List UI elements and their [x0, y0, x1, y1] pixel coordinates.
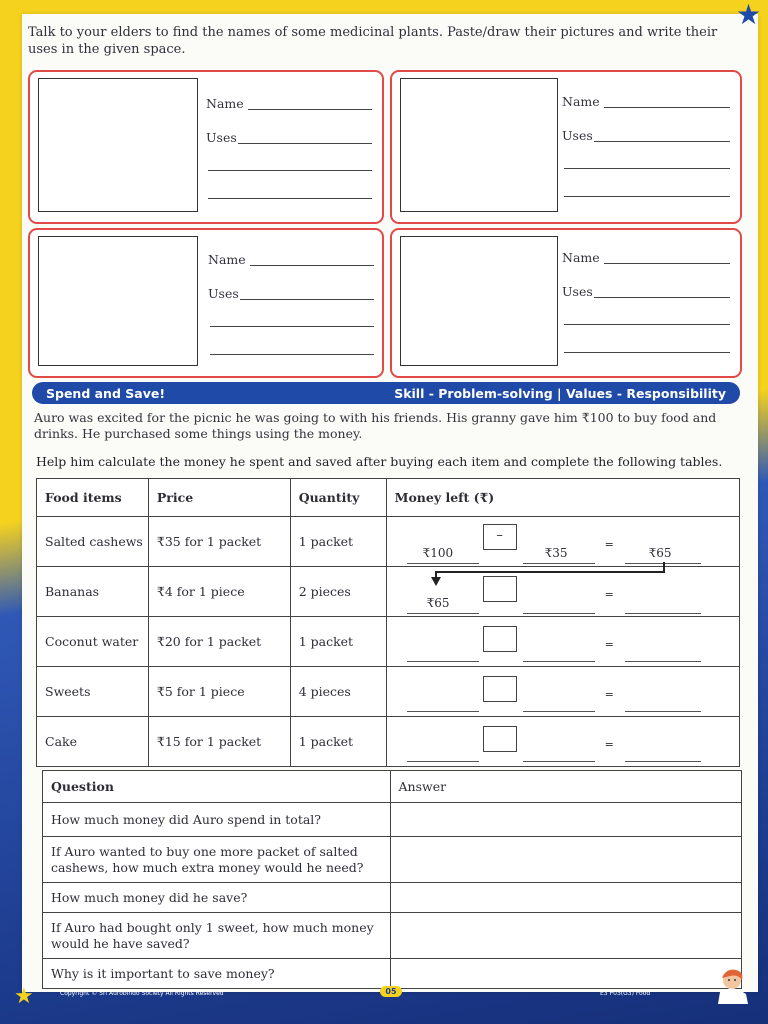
uses-label: Uses — [562, 128, 593, 143]
answer-line — [407, 613, 479, 614]
name-label: Name — [206, 96, 244, 111]
carry-arrow-icon — [435, 571, 665, 573]
plant-card-1 — [28, 70, 384, 224]
plant-card-2 — [390, 70, 742, 224]
arrow-down-icon — [431, 577, 441, 586]
answer-line[interactable] — [407, 661, 479, 662]
money-calc-cell — [386, 617, 739, 667]
spent-amount: ₹35 — [544, 545, 568, 560]
answer-line — [407, 563, 479, 564]
header-money-left: Money left (₹) — [386, 479, 739, 517]
intro-text: Talk to your elders to find the names of some medicinal plants. Paste/draw their pictures and write their uses in the given space. — [28, 25, 718, 57]
uses-line[interactable] — [210, 354, 374, 355]
section-banner — [32, 382, 740, 404]
uses-line[interactable] — [564, 168, 730, 169]
page-footer — [0, 978, 768, 1024]
food-item: Salted cashews — [37, 517, 149, 567]
plant-card-3 — [28, 228, 384, 378]
table-row — [37, 617, 740, 667]
food-table — [36, 478, 740, 767]
operator-box[interactable]: – — [483, 524, 517, 550]
name-label: Name — [562, 94, 600, 109]
money-calc-cell — [386, 667, 739, 717]
uses-line[interactable] — [238, 143, 372, 144]
answer-line[interactable] — [625, 661, 701, 662]
uses-line[interactable] — [564, 324, 730, 325]
food-price: ₹4 for 1 piece — [148, 567, 290, 617]
answer-cell[interactable] — [390, 883, 741, 913]
equals-sign: = — [604, 537, 614, 551]
food-qty: 4 pieces — [290, 667, 386, 717]
answer-line[interactable] — [523, 761, 595, 762]
uses-label: Uses — [208, 286, 239, 301]
header-answer: Answer — [390, 771, 741, 803]
food-item: Bananas — [37, 567, 149, 617]
answer-cell[interactable] — [390, 913, 741, 959]
money-calc-cell — [386, 567, 739, 617]
table-header-row — [37, 479, 740, 517]
equals-sign: = — [604, 637, 614, 651]
name-line[interactable] — [604, 263, 730, 264]
book-code: E3 P03(G3) Food — [600, 990, 651, 997]
answer-line[interactable] — [407, 761, 479, 762]
food-price: ₹5 for 1 piece — [148, 667, 290, 717]
equals-sign: = — [604, 737, 614, 751]
uses-label: Uses — [206, 130, 237, 145]
operator-box[interactable] — [483, 726, 517, 752]
plant-photo-box[interactable] — [38, 236, 198, 366]
page-number: 05 — [380, 986, 402, 997]
table-row — [37, 567, 740, 617]
star-decoration-icon: ★ — [736, 0, 762, 31]
question-table — [42, 770, 742, 989]
table-row — [43, 837, 742, 883]
instruction-text: Help him calculate the money he spent and saved after buying each item and complete the following tables. — [36, 454, 723, 469]
table-row — [37, 667, 740, 717]
plant-photo-box[interactable] — [400, 236, 558, 366]
uses-label: Uses — [562, 284, 593, 299]
copyright-text: Copyright © Sri Aurobindo Society All Rights Reserved — [60, 990, 224, 997]
question-text: If Auro had bought only 1 sweet, how much money would he have saved? — [43, 913, 391, 959]
result-amount: ₹65 — [648, 545, 672, 560]
table-row — [37, 717, 740, 767]
food-qty: 2 pieces — [290, 567, 386, 617]
uses-line[interactable] — [240, 299, 374, 300]
uses-line[interactable] — [208, 198, 372, 199]
table-row — [43, 883, 742, 913]
food-price: ₹15 for 1 packet — [148, 717, 290, 767]
question-text: Why is it important to save money? — [43, 959, 391, 989]
food-qty: 1 packet — [290, 517, 386, 567]
food-price: ₹20 for 1 packet — [148, 617, 290, 667]
worksheet-page — [22, 14, 758, 992]
answer-line[interactable] — [523, 711, 595, 712]
plant-photo-box[interactable] — [38, 78, 198, 212]
name-line[interactable] — [250, 265, 374, 266]
answer-line — [523, 563, 595, 564]
answer-cell[interactable] — [390, 837, 741, 883]
answer-line[interactable] — [625, 761, 701, 762]
equals-sign: = — [604, 587, 614, 601]
food-item: Cake — [37, 717, 149, 767]
star-decoration-icon: ★ — [14, 984, 34, 1009]
food-qty: 1 packet — [290, 617, 386, 667]
name-label: Name — [208, 252, 246, 267]
name-line[interactable] — [604, 107, 730, 108]
header-food-items: Food items — [37, 479, 149, 517]
answer-line[interactable] — [407, 711, 479, 712]
operator-box[interactable] — [483, 676, 517, 702]
answer-line[interactable] — [625, 613, 701, 614]
food-price: ₹35 for 1 packet — [148, 517, 290, 567]
answer-line[interactable] — [523, 613, 595, 614]
plant-card-4 — [390, 228, 742, 378]
question-text: How much money did he save? — [43, 883, 391, 913]
answer-line[interactable] — [625, 711, 701, 712]
operator-box[interactable] — [483, 576, 517, 602]
table-row — [43, 913, 742, 959]
banner-skills: Skill - Problem-solving | Values - Responsibility — [394, 386, 726, 401]
question-text: How much money did Auro spend in total? — [43, 803, 391, 837]
food-qty: 1 packet — [290, 717, 386, 767]
banner-title: Spend and Save! — [46, 386, 166, 401]
operator-box[interactable] — [483, 626, 517, 652]
table-row — [43, 803, 742, 837]
money-calc-cell — [386, 517, 739, 567]
start-amount: ₹100 — [422, 545, 454, 560]
equals-sign: = — [604, 687, 614, 701]
uses-line[interactable] — [208, 170, 372, 171]
answer-line[interactable] — [523, 661, 595, 662]
header-quantity: Quantity — [290, 479, 386, 517]
story-text: Auro was excited for the picnic he was going to with his friends. His granny gave him ₹100 to buy food and drinks. He purchased some things using the money. — [34, 410, 717, 441]
uses-line[interactable] — [564, 352, 730, 353]
name-line[interactable] — [248, 109, 372, 110]
girl-illustration-icon — [704, 964, 754, 1004]
food-item: Coconut water — [37, 617, 149, 667]
uses-line[interactable] — [594, 297, 730, 298]
plant-photo-box[interactable] — [400, 78, 558, 212]
question-text: If Auro wanted to buy one more packet of salted cashews, how much extra money would he need? — [43, 837, 391, 883]
carry-amount: ₹65 — [426, 595, 450, 610]
money-calc-cell — [386, 717, 739, 767]
table-row — [37, 517, 740, 567]
table-header-row — [43, 771, 742, 803]
uses-line[interactable] — [564, 196, 730, 197]
name-label: Name — [562, 250, 600, 265]
header-price: Price — [148, 479, 290, 517]
food-item: Sweets — [37, 667, 149, 717]
header-question: Question — [43, 771, 391, 803]
answer-cell[interactable] — [390, 803, 741, 837]
uses-line[interactable] — [594, 141, 730, 142]
uses-line[interactable] — [210, 326, 374, 327]
